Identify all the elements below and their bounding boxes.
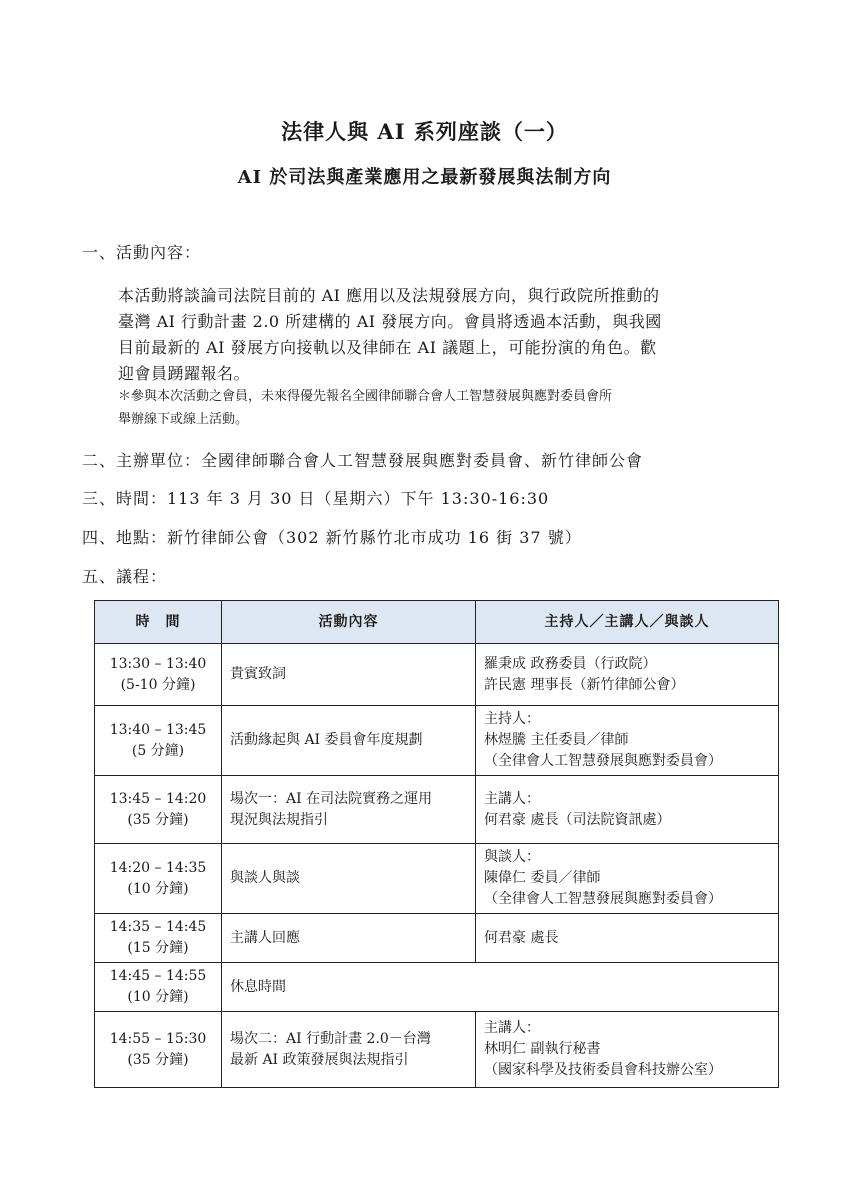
time-range: 14:55 – 15:30: [109, 1030, 207, 1047]
content-cell: [222, 844, 476, 914]
duration: (10 分鐘): [127, 880, 189, 897]
note-line: ＊參與本次活動之會員，未來得優先報名全國律師聯合會人工智慧發展與應對委員會所: [118, 389, 613, 404]
people-cell: [476, 844, 779, 914]
duration: (5-10 分鐘): [120, 676, 196, 693]
header-time: 時 間: [95, 601, 222, 644]
people-line: 羅秉成 政務委員（行政院）: [484, 655, 657, 672]
people-cell: [476, 706, 779, 776]
content-cell: [222, 963, 779, 1012]
table-row: [95, 1012, 779, 1088]
time-range: 14:20 – 14:35: [109, 859, 207, 876]
content-line: 場次二：AI 行動計畫 2.0－台灣: [230, 1030, 431, 1047]
people-cell: [476, 1012, 779, 1088]
time-range: 13:30 – 13:40: [109, 655, 207, 672]
content-line: 現況與法規指引: [230, 811, 328, 828]
table-row: [95, 844, 779, 914]
duration: (15 分鐘): [127, 940, 189, 956]
content-line: 與談人與談: [230, 870, 300, 886]
people-line: 許民憲 理事長（新竹律師公會）: [484, 676, 685, 693]
section-agenda-heading: 五、議程：: [82, 567, 168, 586]
agenda-header-row: [95, 601, 779, 644]
time-cell: [95, 914, 222, 963]
time-cell: [95, 1012, 222, 1088]
paragraph-line: 迎會員踴躍報名。: [118, 364, 251, 383]
content-line: 貴賓致詞: [230, 666, 286, 682]
section-time: 三、時間：113 年 3 月 30 日（星期六）下午 13:30-16:30: [82, 489, 550, 508]
people-line: 何君豪 處長: [484, 929, 559, 946]
people-line: 林明仁 副執行秘書: [484, 1041, 601, 1057]
people-cell: [476, 644, 779, 706]
people-line: 主講人：: [484, 1020, 540, 1036]
people-line: （全律會人工智慧發展與應對委員會）: [484, 753, 722, 769]
people-line: 主持人：: [484, 711, 540, 727]
time-range: 14:45 – 14:55: [109, 968, 207, 984]
table-row: [95, 776, 779, 844]
table-row: [95, 963, 779, 1012]
content-cell: [222, 776, 476, 844]
header-people: 主持人／主講人／與談人: [476, 601, 779, 644]
section-location: 四、地點：新竹律師公會（302 新竹縣竹北市成功 16 街 37 號）: [82, 528, 582, 547]
table-row: [95, 914, 779, 963]
people-cell: [476, 776, 779, 844]
time-cell: [95, 963, 222, 1012]
people-cell: [476, 914, 779, 963]
people-line: 林煜騰 主任委員／律師: [484, 732, 629, 748]
content-line: 場次一：AI 在司法院實務之運用: [230, 790, 433, 807]
time-range: 14:35 – 14:45: [109, 919, 207, 935]
duration: (5 分鐘): [131, 742, 185, 759]
note-line: 舉辦線下或線上活動。: [118, 412, 249, 427]
content-cell: [222, 914, 476, 963]
time-range: 13:40 – 13:45: [109, 721, 207, 738]
time-cell: [95, 644, 222, 706]
duration: (10 分鐘): [127, 989, 189, 1005]
document-subtitle: AI 於司法與產業應用之最新發展與法制方向: [237, 167, 612, 188]
time-cell: [95, 776, 222, 844]
content-line: 主講人回應: [230, 929, 300, 946]
content-note: [118, 385, 778, 431]
duration: (35 分鐘): [127, 811, 189, 828]
paragraph-line: 本活動將談論司法院目前的 AI 應用以及法規發展方向，與行政院所推動的: [118, 286, 660, 305]
people-line: 主講人：: [484, 790, 540, 807]
section-heading-content: 一、活動內容：: [82, 243, 202, 262]
agenda-table: [94, 600, 779, 1088]
content-line: 最新 AI 政策發展與法規指引: [230, 1051, 409, 1068]
table-row: [95, 644, 779, 706]
section-organizer: 二、主辦單位：全國律師聯合會人工智慧發展與應對委員會、新竹律師公會: [82, 451, 644, 470]
time-cell: [95, 844, 222, 914]
people-line: 陳偉仁 委員／律師: [484, 870, 601, 886]
content-cell: [222, 706, 476, 776]
content-cell: [222, 644, 476, 706]
table-row: [95, 706, 779, 776]
document-title: 法律人與 AI 系列座談（一）: [281, 119, 568, 144]
time-cell: [95, 706, 222, 776]
people-line: 何君豪 處長（司法院資訊處）: [484, 811, 671, 828]
content-line: 活動緣起與 AI 委員會年度規劃: [230, 732, 423, 748]
content-cell: [222, 1012, 476, 1088]
people-line: （全律會人工智慧發展與應對委員會）: [484, 891, 722, 907]
content-paragraph: [118, 283, 778, 387]
duration: (35 分鐘): [127, 1051, 189, 1068]
time-range: 13:45 – 14:20: [109, 790, 207, 807]
header-content: 活動內容: [222, 601, 476, 644]
paragraph-line: 目前最新的 AI 發展方向接軌以及律師在 AI 議題上，可能扮演的角色。歡: [118, 338, 657, 357]
people-line: 與談人：: [484, 849, 540, 865]
paragraph-line: 臺灣 AI 行動計畫 2.0 所建構的 AI 發展方向。會員將透過本活動，與我國: [118, 312, 662, 331]
content-line: 休息時間: [230, 978, 286, 995]
people-line: （國家科學及技術委員會科技辦公室）: [484, 1062, 722, 1078]
